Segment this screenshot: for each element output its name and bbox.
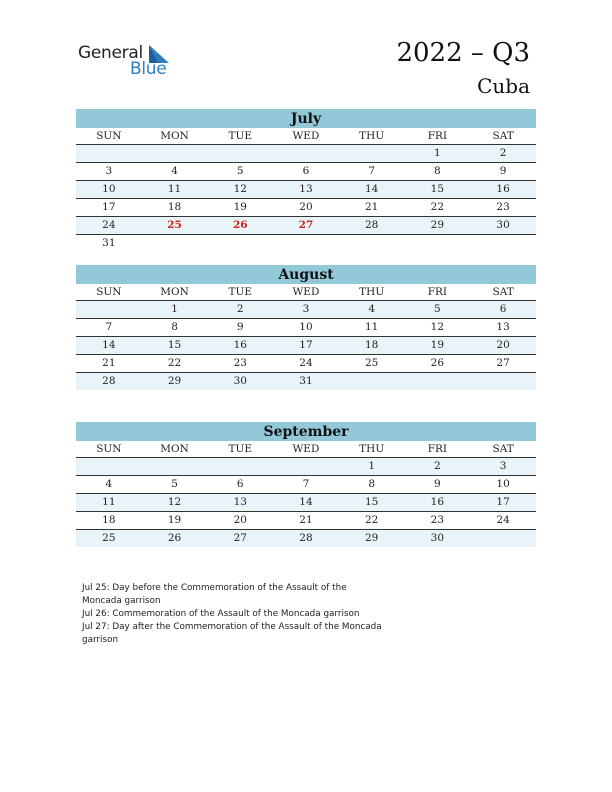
- week-row: [76, 145, 536, 163]
- day-cell: 3: [76, 163, 142, 181]
- weekday-header: THU: [339, 284, 405, 301]
- month-calendar-july: [76, 109, 536, 252]
- day-cell: 15: [142, 337, 208, 355]
- day-cell: 6: [273, 163, 339, 181]
- day-cell: 19: [207, 199, 273, 217]
- day-cell: 8: [142, 319, 208, 337]
- weekday-header: THU: [339, 128, 405, 145]
- week-row: [76, 530, 536, 548]
- day-cell: 4: [339, 301, 405, 319]
- day-cell: 18: [142, 199, 208, 217]
- week-row: [76, 301, 536, 319]
- day-cell: 21: [76, 355, 142, 373]
- empty-day-cell: [76, 301, 142, 319]
- day-cell: 20: [207, 512, 273, 530]
- week-row: [76, 494, 536, 512]
- weekday-header: SAT: [470, 284, 536, 301]
- weekday-header: FRI: [405, 128, 471, 145]
- day-cell: 8: [339, 476, 405, 494]
- empty-day-cell: [207, 145, 273, 163]
- day-cell: 9: [470, 163, 536, 181]
- empty-day-cell: [470, 530, 536, 548]
- day-cell: 4: [142, 163, 208, 181]
- month-grid: [76, 284, 536, 390]
- day-cell: 20: [470, 337, 536, 355]
- day-cell: 19: [405, 337, 471, 355]
- day-cell: 24: [273, 355, 339, 373]
- day-cell: 14: [339, 181, 405, 199]
- logo-general-text: General: [78, 43, 143, 63]
- day-cell: 13: [207, 494, 273, 512]
- day-cell: 6: [470, 301, 536, 319]
- day-cell: 11: [339, 319, 405, 337]
- week-row: [76, 512, 536, 530]
- day-cell: 13: [470, 319, 536, 337]
- week-row: [76, 458, 536, 476]
- day-cell: 23: [470, 199, 536, 217]
- weekday-header: TUE: [207, 441, 273, 458]
- weekday-header: MON: [142, 441, 208, 458]
- day-cell: 10: [273, 319, 339, 337]
- month-name: August: [76, 265, 536, 284]
- day-cell: 25: [76, 530, 142, 548]
- day-cell: 9: [405, 476, 471, 494]
- day-cell: 18: [339, 337, 405, 355]
- empty-day-cell: [339, 235, 405, 253]
- day-cell: 1: [339, 458, 405, 476]
- day-cell: 30: [405, 530, 471, 548]
- month-grid: [76, 441, 536, 547]
- empty-day-cell: [207, 235, 273, 253]
- empty-day-cell: [273, 145, 339, 163]
- day-cell: 2: [405, 458, 471, 476]
- day-cell: 20: [273, 199, 339, 217]
- day-cell: 26: [142, 530, 208, 548]
- day-cell: 31: [102, 237, 116, 249]
- day-cell: 22: [339, 512, 405, 530]
- week-row: [76, 163, 536, 181]
- day-cell: 17: [273, 337, 339, 355]
- day-cell: 1: [405, 145, 471, 163]
- empty-day-cell: [76, 458, 142, 476]
- logo-blue-text: Blue: [130, 59, 167, 79]
- holiday-note: Jul 26: Commemoration of the Assault of the Moncada garrison: [82, 609, 360, 619]
- week-row: [76, 217, 536, 235]
- day-cell: 27: [470, 355, 536, 373]
- day-cell: 24: [76, 217, 142, 235]
- day-cell: 2: [470, 145, 536, 163]
- day-cell: 24: [470, 512, 536, 530]
- day-cell: 16: [470, 181, 536, 199]
- day-cell: 16: [207, 337, 273, 355]
- day-cell: 30: [207, 373, 273, 391]
- empty-day-cell: [273, 235, 339, 253]
- day-cell: 16: [405, 494, 471, 512]
- day-cell: 15: [405, 181, 471, 199]
- day-cell: 22: [405, 199, 471, 217]
- week-row: [76, 319, 536, 337]
- day-cell: 18: [76, 512, 142, 530]
- holiday-notes: [82, 582, 402, 647]
- day-cell: 25: [339, 355, 405, 373]
- day-cell: 4: [76, 476, 142, 494]
- day-cell: 3: [273, 301, 339, 319]
- week-row: [76, 373, 536, 391]
- day-cell: 25: [142, 217, 208, 235]
- day-cell: 7: [273, 476, 339, 494]
- week-row: [76, 476, 536, 494]
- day-cell: 10: [76, 181, 142, 199]
- day-cell: 12: [405, 319, 471, 337]
- holiday-note: Jul 25: Day before the Commemoration of the Assault of the Moncada garrison: [82, 583, 347, 606]
- day-cell: 21: [273, 512, 339, 530]
- day-cell: 5: [142, 476, 208, 494]
- weekday-header: TUE: [207, 128, 273, 145]
- day-cell: 3: [470, 458, 536, 476]
- day-cell: 19: [142, 512, 208, 530]
- day-cell: 15: [339, 494, 405, 512]
- day-cell: 12: [207, 181, 273, 199]
- empty-day-cell: [339, 145, 405, 163]
- day-cell: 1: [142, 301, 208, 319]
- day-cell: 22: [142, 355, 208, 373]
- page-title: 2022 – Q3: [396, 38, 530, 68]
- empty-day-cell: [142, 145, 208, 163]
- day-cell: 27: [273, 217, 339, 235]
- weekday-header: FRI: [405, 441, 471, 458]
- day-cell: 14: [76, 337, 142, 355]
- day-cell: 29: [142, 373, 208, 391]
- day-cell: 7: [339, 163, 405, 181]
- day-cell: 11: [76, 494, 142, 512]
- day-cell: 2: [207, 301, 273, 319]
- month-calendar-august: [76, 265, 536, 390]
- country-name: Cuba: [477, 74, 530, 98]
- month-name: September: [76, 422, 536, 441]
- empty-day-cell: [273, 458, 339, 476]
- day-cell: 29: [339, 530, 405, 548]
- day-cell: 28: [339, 217, 405, 235]
- day-cell: 31: [273, 373, 339, 391]
- empty-day-cell: [405, 235, 471, 253]
- weekday-header: THU: [339, 441, 405, 458]
- day-cell: 5: [405, 301, 471, 319]
- day-cell: 9: [207, 319, 273, 337]
- day-cell: 23: [207, 355, 273, 373]
- week-row: [76, 181, 536, 199]
- day-cell: 26: [405, 355, 471, 373]
- weekday-header: MON: [142, 284, 208, 301]
- day-cell: 21: [339, 199, 405, 217]
- weekday-header: SAT: [470, 128, 536, 145]
- day-cell: 26: [207, 217, 273, 235]
- week-row: [76, 337, 536, 355]
- empty-day-cell: [470, 235, 536, 253]
- month-calendar-september: [76, 422, 536, 547]
- week-row: [76, 199, 536, 217]
- day-cell: 10: [470, 476, 536, 494]
- weekday-header: WED: [273, 284, 339, 301]
- day-cell: 23: [405, 512, 471, 530]
- empty-day-cell: [142, 235, 208, 253]
- day-cell: 12: [142, 494, 208, 512]
- weekday-header: WED: [273, 128, 339, 145]
- day-cell: 5: [207, 163, 273, 181]
- month-name: July: [76, 109, 536, 128]
- day-cell: 27: [207, 530, 273, 548]
- weekday-header: MON: [142, 128, 208, 145]
- weekday-header: SUN: [76, 284, 142, 301]
- logo: [78, 40, 188, 82]
- empty-day-cell: [405, 373, 471, 391]
- weekday-header: TUE: [207, 284, 273, 301]
- empty-day-cell: [470, 373, 536, 391]
- week-row: [76, 355, 536, 373]
- empty-day-cell: [76, 145, 142, 163]
- month-grid: [76, 128, 536, 252]
- day-cell: 28: [76, 373, 142, 391]
- week-row: [76, 235, 536, 253]
- day-cell: 6: [207, 476, 273, 494]
- day-cell: 8: [405, 163, 471, 181]
- day-cell: 11: [142, 181, 208, 199]
- empty-day-cell: [142, 458, 208, 476]
- weekday-header: FRI: [405, 284, 471, 301]
- weekday-header: SUN: [76, 128, 142, 145]
- day-cell: 17: [470, 494, 536, 512]
- empty-day-cell: [207, 458, 273, 476]
- empty-day-cell: [339, 373, 405, 391]
- day-cell: 14: [273, 494, 339, 512]
- day-cell: 13: [273, 181, 339, 199]
- day-cell: 17: [76, 199, 142, 217]
- holiday-note: Jul 27: Day after the Commemoration of the Assault of the Moncada garrison: [82, 622, 382, 645]
- day-cell: 7: [76, 319, 142, 337]
- day-cell: 30: [470, 217, 536, 235]
- day-cell: 29: [405, 217, 471, 235]
- weekday-header: SUN: [76, 441, 142, 458]
- weekday-header: WED: [273, 441, 339, 458]
- day-cell: 28: [273, 530, 339, 548]
- weekday-header: SAT: [470, 441, 536, 458]
